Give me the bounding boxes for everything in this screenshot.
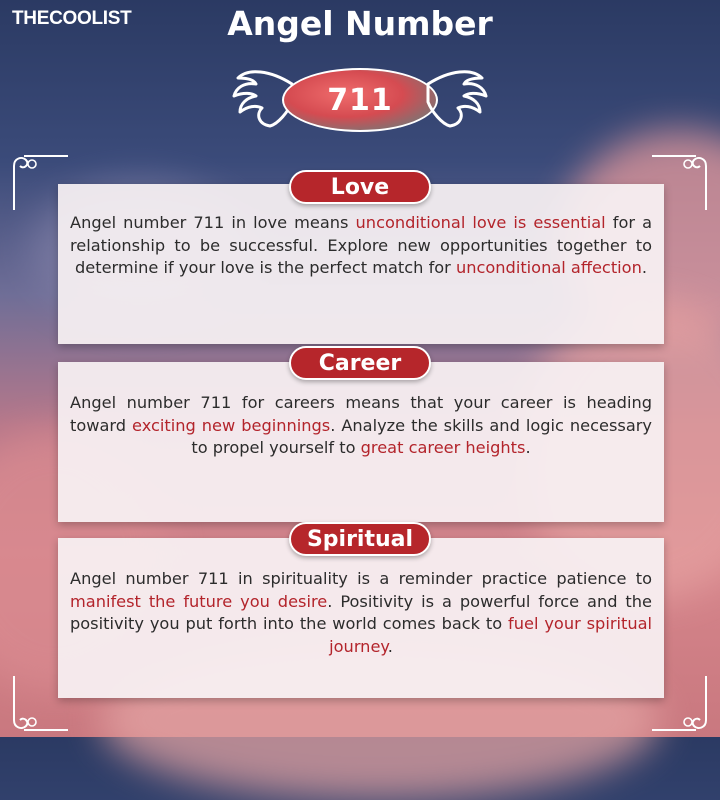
highlight-text: manifest the future you desire (70, 591, 328, 611)
highlight-text: great career heights (360, 438, 526, 457)
section-label-spiritual: Spiritual (289, 522, 431, 556)
highlight-text: fuel your spiritual journey (329, 614, 652, 656)
section-card-love (58, 184, 664, 344)
section-label-love: Love (289, 170, 431, 204)
brand-logo: THECOOLIST (12, 8, 132, 29)
highlight-text: exciting new beginnings (132, 415, 331, 435)
section-text: Angel number 711 in love means unconditional love is essential for a relationship to be successful. Explore new opportunities together to determine if your love is the perfect match for unconditional affection. (70, 213, 652, 277)
highlight-text: unconditional love is essential (355, 213, 606, 232)
number-badge-group (230, 62, 490, 142)
page-title: Angel Number (227, 4, 493, 43)
highlight-text: unconditional affection (455, 258, 642, 277)
wing-right-icon (420, 62, 490, 142)
section-label-career: Career (289, 346, 431, 380)
section-card-career (58, 362, 664, 522)
section-card-spiritual (58, 538, 664, 698)
angel-number-badge: 711 (282, 68, 438, 132)
section-text: Angel number 711 for careers means that your career is heading toward exciting new beginnings. Analyze the skills and logic necessary to propel yourself to great career heights. (70, 393, 652, 457)
section-text: Angel number 711 in spirituality is a reminder practice patience to manifest the future you desire. Positivity is a powerful force and the positivity you put forth into the world comes back to fuel your spiritual journey. (70, 569, 652, 656)
